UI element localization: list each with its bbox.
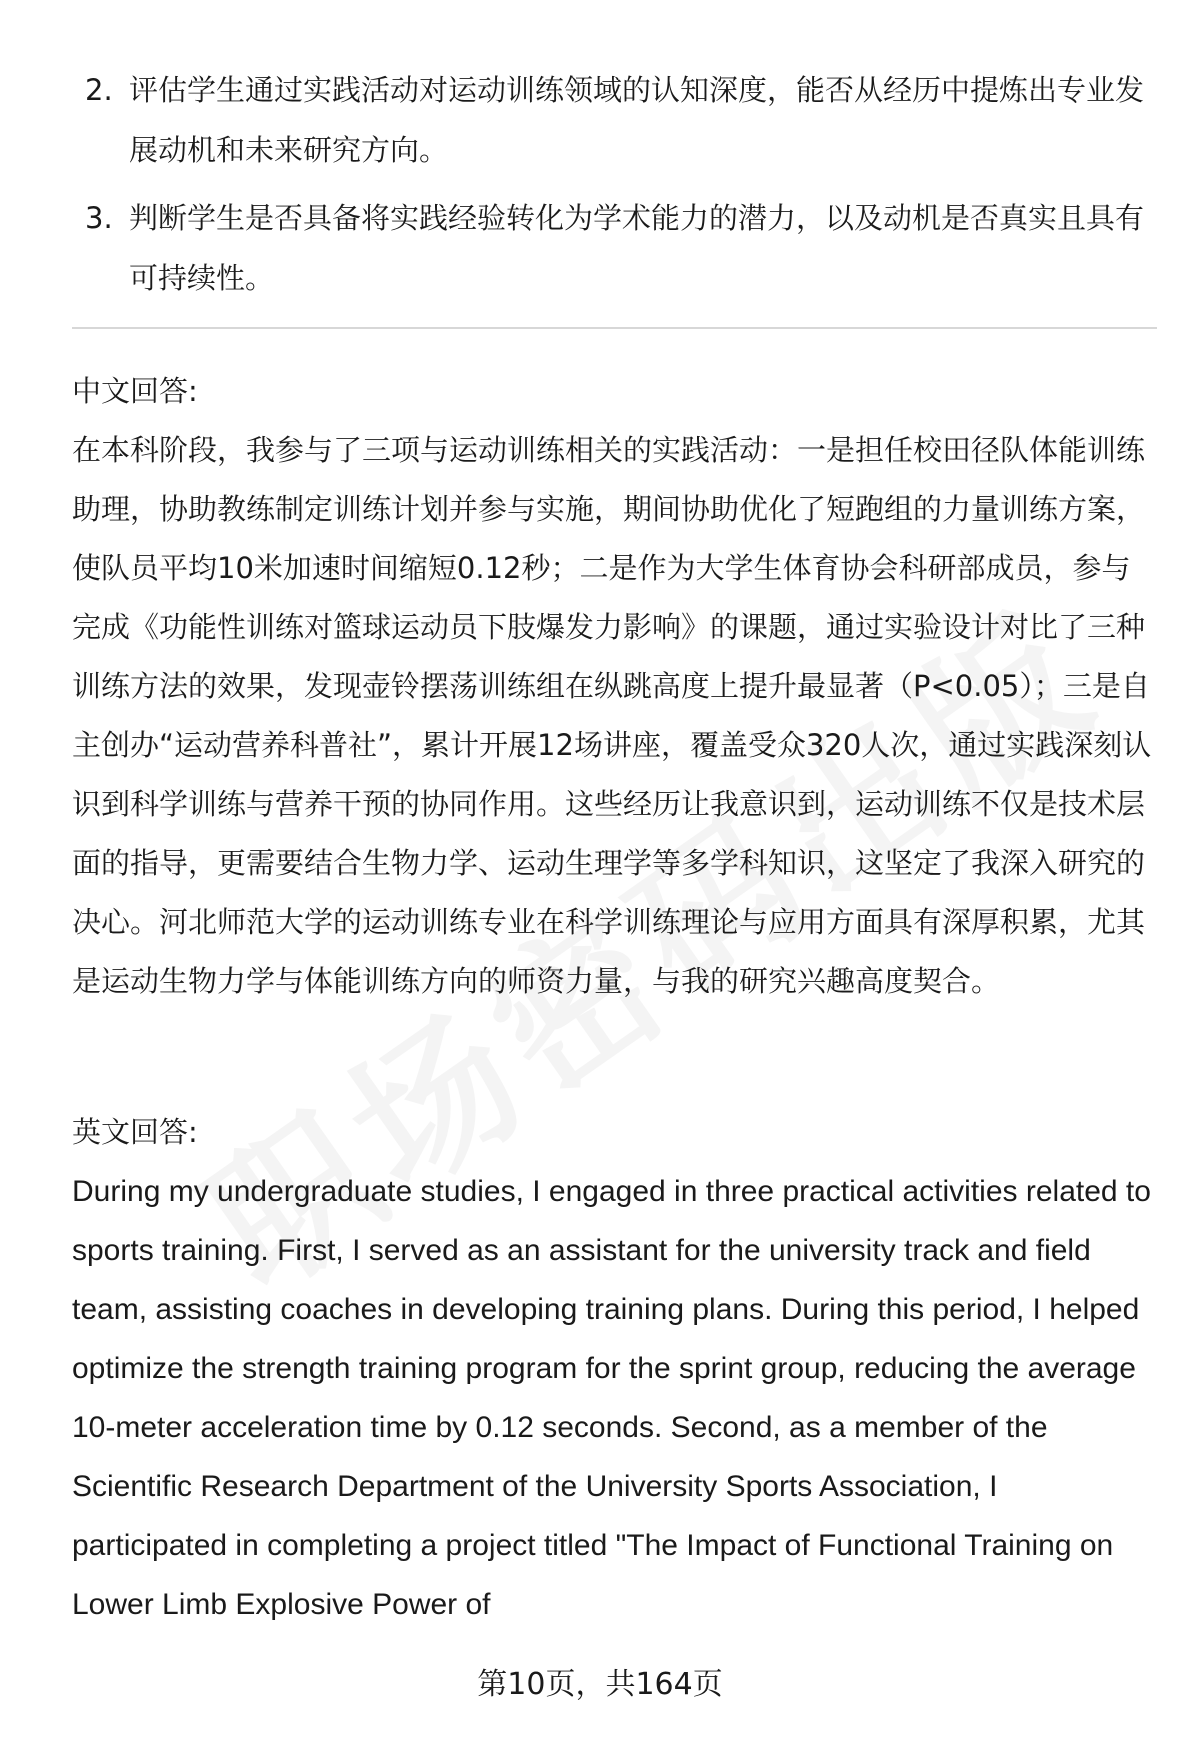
chinese-answer-text: 在本科阶段，我参与了三项与运动训练相关的实践活动：一是担任校田径队体能训练助理，协助教练制定训练计划并参与实施，期间协助优化了短跑组的力量训练方案，使队员平均10米加速时间缩短0.12秒；二是作为大学生体育协会科研部成员，参与完成《功能性训练对篮球运动员下肢爆发力影响》的课题，通过实验设计对比了三种训练方法的效果，发现壶铃摆荡训练组在纵跳高度上提升最显著（P<0.05）；三是自主创办“运动营养科普社”，累计开展12场讲座，覆盖受众320人次，通过实践深刻认识到科学训练与营养干预的协同作用。这些经历让我意识到，运动训练不仅是技术层面的指导，更需要结合生物力学、运动生理学等多学科知识，这坚定了我深入研究的决心。河北师范大学的运动训练专业在科学训练理论与应用方面具有深厚积累，尤其是运动生物力学与体能训练方向的师资力量，与我的研究兴趣高度契合。 bbox=[72, 433, 1152, 998]
list-item bbox=[85, 60, 1145, 180]
list-item bbox=[85, 188, 1145, 308]
section-divider bbox=[72, 327, 1157, 329]
chinese-answer-label: 中文回答: bbox=[72, 374, 198, 408]
page-footer: 第10页，共164页 bbox=[477, 1667, 723, 1702]
chinese-answer-section bbox=[72, 362, 1157, 1011]
english-answer-label: 英文回答: bbox=[72, 1115, 198, 1149]
list-item-number: 3. bbox=[85, 201, 113, 235]
numbered-list bbox=[85, 60, 1145, 316]
list-item-number: 2. bbox=[85, 73, 113, 107]
english-answer-section bbox=[72, 1103, 1157, 1634]
list-item-text: 判断学生是否具备将实践经验转化为学术能力的潜力，以及动机是否真实且具有可持续性。 bbox=[129, 201, 1145, 295]
list-item-text: 评估学生通过实践活动对运动训练领域的认知深度，能否从经历中提炼出专业发展动机和未来研究方向。 bbox=[129, 73, 1145, 167]
english-answer-text: During my undergraduate studies, I engaged in three practical activities related to sports training. First, I served as an assistant for the university track and field team, assisting coaches in developing training plans. During this period, I helped optimize the strength training program for the sprint group, reducing the average 10-meter acceleration time by 0.12 seconds. Second, as a member of the Scientific Research Department of the University Sports Association, I participated in completing a project titled "The Impact of Functional Training on Lower Limb Explosive Power of bbox=[72, 1175, 1151, 1621]
